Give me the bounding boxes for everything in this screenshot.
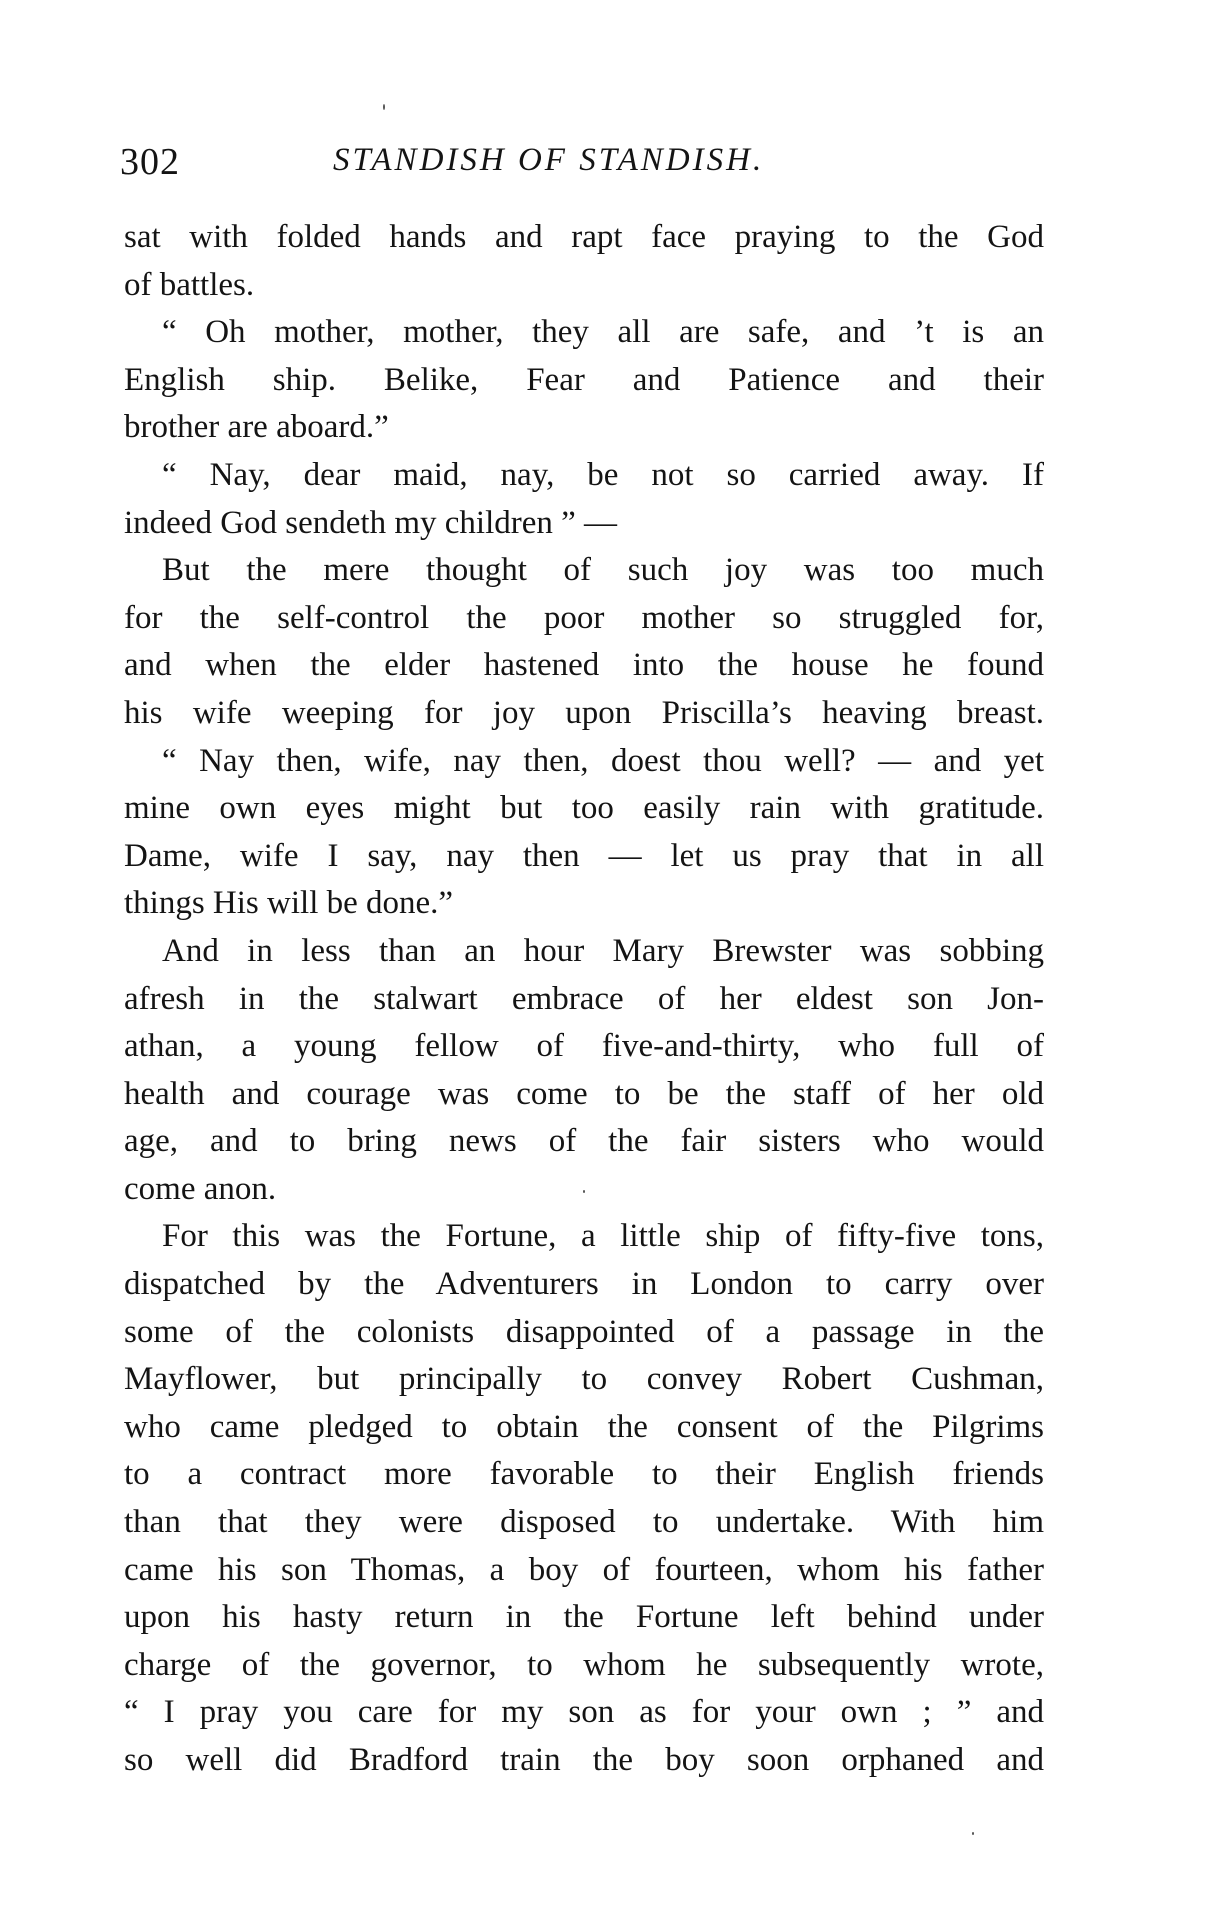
text-line: to a contract more favorable to their English friends [124,1456,1044,1493]
text-line: than that they were disposed to undertake. With him [124,1504,1044,1541]
text-line: And in less than an hour Mary Brewster was sobbing [162,932,1044,969]
text-line: English ship. Belike, Fear and Patience and their [124,361,1044,398]
text-line: athan, a young fellow of five-and-thirty, who full of [124,1028,1044,1065]
text-line: For this was the Fortune, a little ship of fifty-five tons, [162,1218,1044,1255]
text-line: charge of the governor, to whom he subsequently wrote, [124,1646,1044,1683]
text-line: indeed God sendeth my children ” — [124,504,618,541]
text-line: came his son Thomas, a boy of fourteen, whom his father [124,1551,1044,1588]
text-line: “ I pray you care for my son as for your own ; ” and [124,1694,1044,1731]
text-line: who came pledged to obtain the consent of the Pilgrims [124,1408,1044,1445]
text-line: age, and to bring news of the fair sisters who would [124,1123,1044,1160]
page-header [120,140,1080,190]
text-line: some of the colonists disappointed of a passage in the [124,1313,1044,1350]
scan-speck [383,104,385,110]
page-number: 302 [120,141,180,183]
text-line: “ Nay, dear maid, nay, be not so carried away. If [162,456,1044,493]
text-line: come anon. [124,1170,277,1207]
text-line: afresh in the stalwart embrace of her eldest son Jon- [124,980,1044,1017]
text-line: for the self-control the poor mother so struggled for, [124,599,1044,636]
text-line: upon his hasty return in the Fortune left behind under [124,1599,1044,1636]
text-line: “ Nay then, wife, nay then, doest thou well? — and yet [162,742,1044,779]
text-line: sat with folded hands and rapt face praying to the God [124,219,1044,255]
body-text [124,214,1044,1785]
text-line: health and courage was come to be the staff of her old [124,1075,1044,1112]
text-line: Dame, wife I say, nay then — let us pray that in all [124,837,1044,874]
text-line: dispatched by the Adventurers in London to carry over [124,1266,1044,1303]
text-line: and when the elder hastened into the house he found [124,647,1044,684]
scan-speck [972,1832,974,1835]
text-line: so well did Bradford train the boy soon orphaned and [124,1742,1044,1778]
text-line: of battles. [124,266,255,303]
text-line: brother are aboard.” [124,409,389,446]
text-line: But the mere thought of such joy was too much [162,552,1044,589]
text-line: mine own eyes might but too easily rain with gratitude. [124,790,1044,827]
text-line: Mayflower, but principally to convey Robert Cushman, [124,1361,1044,1398]
text-line: things His will be done.” [124,885,454,922]
running-title: STANDISH OF STANDISH. [333,142,765,178]
text-line: his wife weeping for joy upon Priscilla’s heaving breast. [124,694,1044,731]
text-line: “ Oh mother, mother, they all are safe, and ’t is an [162,314,1044,351]
